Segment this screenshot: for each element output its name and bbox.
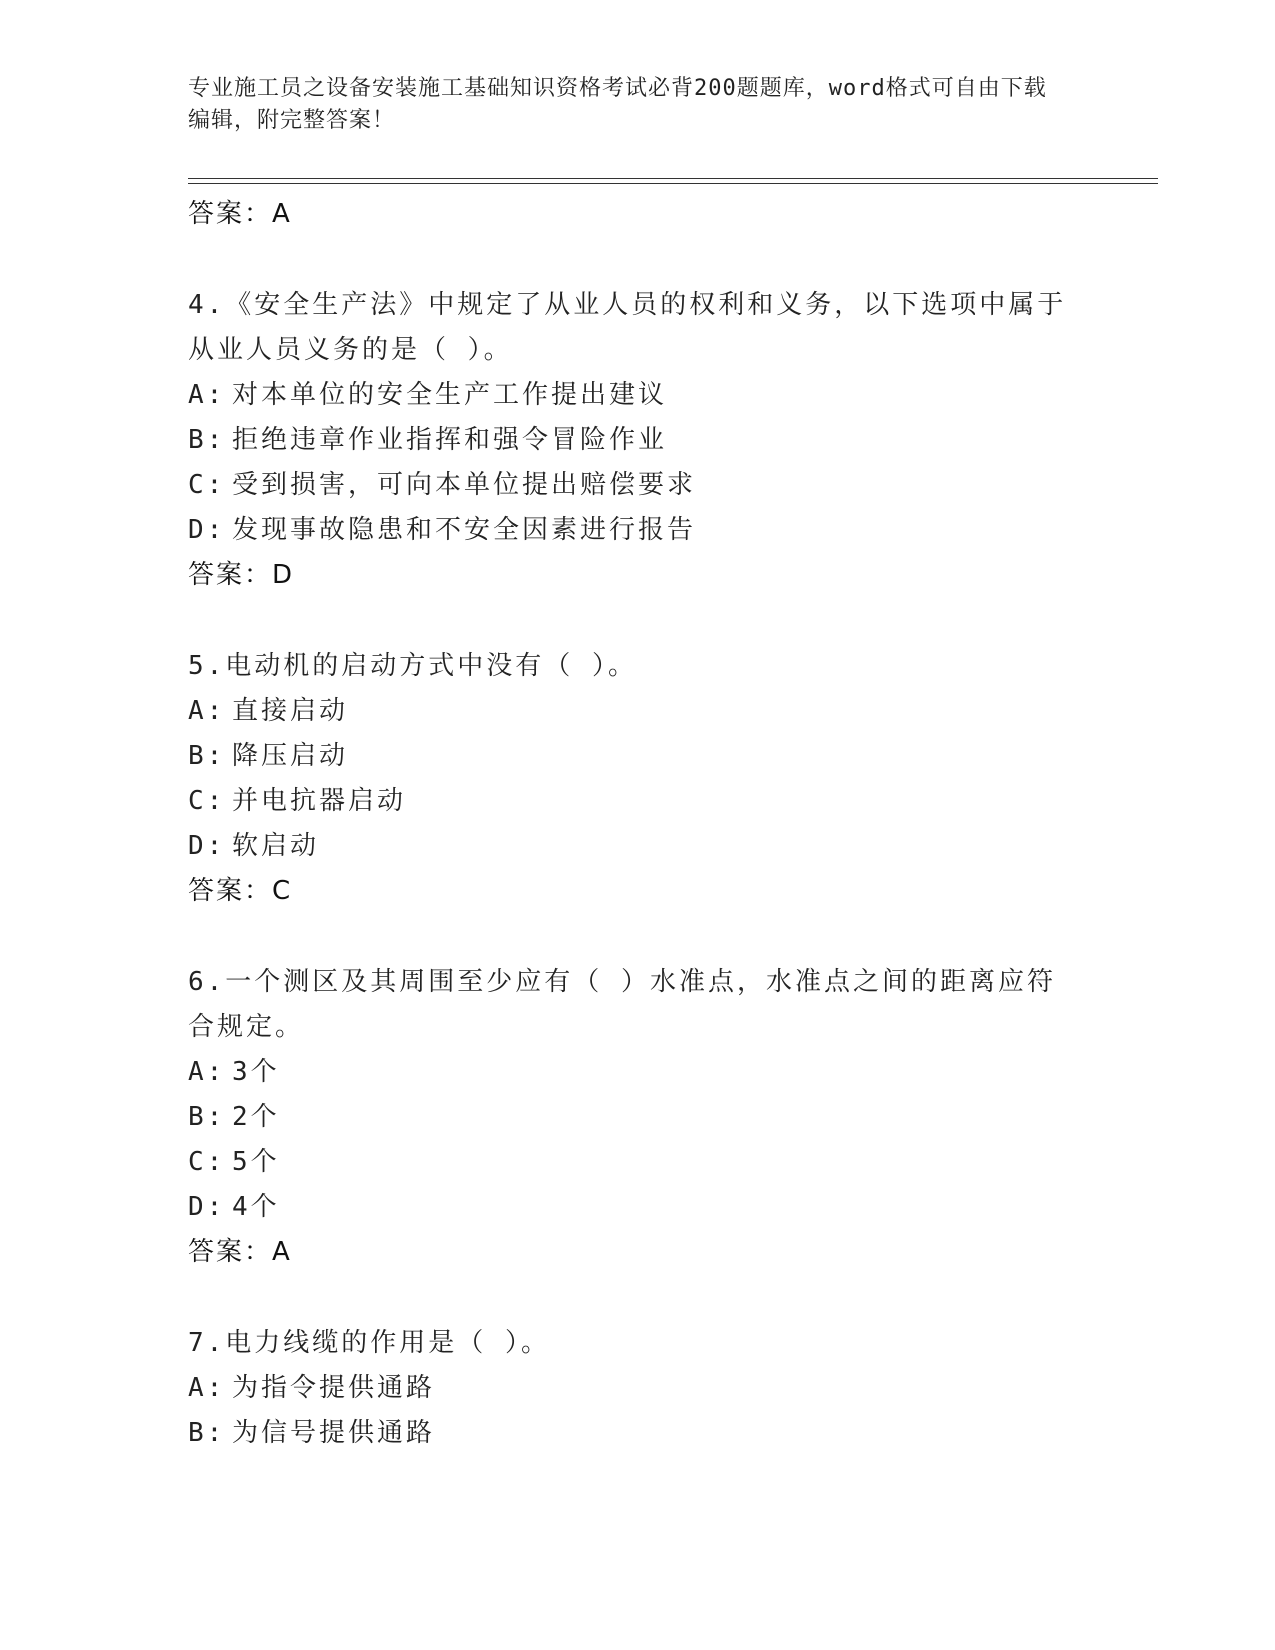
option-key: C: xyxy=(188,786,226,816)
option-key: A: xyxy=(188,696,226,726)
header-rule-top xyxy=(188,178,1158,179)
option-key: B: xyxy=(188,741,226,771)
document-header: 专业施工员之设备安装施工基础知识资格考试必背200题题库，word格式可自由下载编辑，附完整答案！ xyxy=(188,76,1047,133)
answer-label: 答案： xyxy=(188,876,273,906)
answer-value: C xyxy=(272,876,293,906)
option-text: 为指令提供通路 xyxy=(232,1373,436,1403)
option-key: A: xyxy=(188,1373,226,1403)
answer-label: 答案： xyxy=(188,560,273,590)
question-block xyxy=(188,960,1068,1275)
answer-value: A xyxy=(272,1237,292,1267)
option-text: 受到损害，可向本单位提出赔偿要求 xyxy=(232,470,697,500)
option-key: D: xyxy=(188,1192,226,1222)
answer-label: 答案： xyxy=(188,199,273,229)
answer-line xyxy=(188,553,1068,598)
answer-line xyxy=(188,869,1068,914)
question-block xyxy=(188,283,1068,598)
option-key: C: xyxy=(188,470,226,500)
option-text: 为信号提供通路 xyxy=(232,1418,436,1448)
answer-label: 答案： xyxy=(188,1237,273,1267)
option-line xyxy=(188,734,1068,779)
option-key: A: xyxy=(188,1057,226,1087)
option-text: 5个 xyxy=(232,1147,280,1177)
option-text: 对本单位的安全生产工作提出建议 xyxy=(232,380,668,410)
option-text: 降压启动 xyxy=(232,741,349,771)
option-text: 拒绝违章作业指挥和强令冒险作业 xyxy=(232,425,668,455)
option-key: D: xyxy=(188,831,226,861)
question-block xyxy=(188,644,1068,914)
option-key: A: xyxy=(188,380,226,410)
question-stem: 5.电动机的启动方式中没有（ ）。 xyxy=(188,651,637,681)
option-line xyxy=(188,1366,1068,1411)
option-line xyxy=(188,463,1068,508)
option-key: C: xyxy=(188,1147,226,1177)
question-block xyxy=(188,1321,1068,1456)
option-key: B: xyxy=(188,425,226,455)
question-list xyxy=(188,192,1068,1456)
option-line xyxy=(188,1140,1068,1185)
option-line xyxy=(188,1050,1068,1095)
option-line xyxy=(188,1185,1068,1230)
option-text: 4个 xyxy=(232,1192,280,1222)
question-stem: 7.电力线缆的作用是（ ）。 xyxy=(188,1328,550,1358)
option-text: 直接启动 xyxy=(232,696,349,726)
option-text: 发现事故隐患和不安全因素进行报告 xyxy=(232,515,697,545)
option-text: 并电抗器启动 xyxy=(232,786,407,816)
option-text: 3个 xyxy=(232,1057,280,1087)
question-stem: 6.一个测区及其周围至少应有（ ）水准点，水准点之间的距离应符合规定。 xyxy=(188,967,1056,1042)
answer-value: A xyxy=(272,199,292,229)
option-line xyxy=(188,689,1068,734)
question-stem: 4.《安全生产法》中规定了从业人员的权利和义务，以下选项中属于从业人员义务的是（ ）。 xyxy=(188,290,1067,365)
option-key: D: xyxy=(188,515,226,545)
answer-value: D xyxy=(272,560,295,590)
option-line xyxy=(188,779,1068,824)
option-text: 软启动 xyxy=(232,831,320,861)
option-key: B: xyxy=(188,1102,226,1132)
option-key: B: xyxy=(188,1418,226,1448)
option-line xyxy=(188,824,1068,869)
header-rule-bottom xyxy=(188,183,1158,184)
option-line xyxy=(188,1411,1068,1456)
option-line xyxy=(188,508,1068,553)
option-text: 2个 xyxy=(232,1102,280,1132)
option-line xyxy=(188,373,1068,418)
option-line xyxy=(188,418,1068,463)
answer-line xyxy=(188,1230,1068,1275)
answer-line xyxy=(188,192,1068,237)
option-line xyxy=(188,1095,1068,1140)
